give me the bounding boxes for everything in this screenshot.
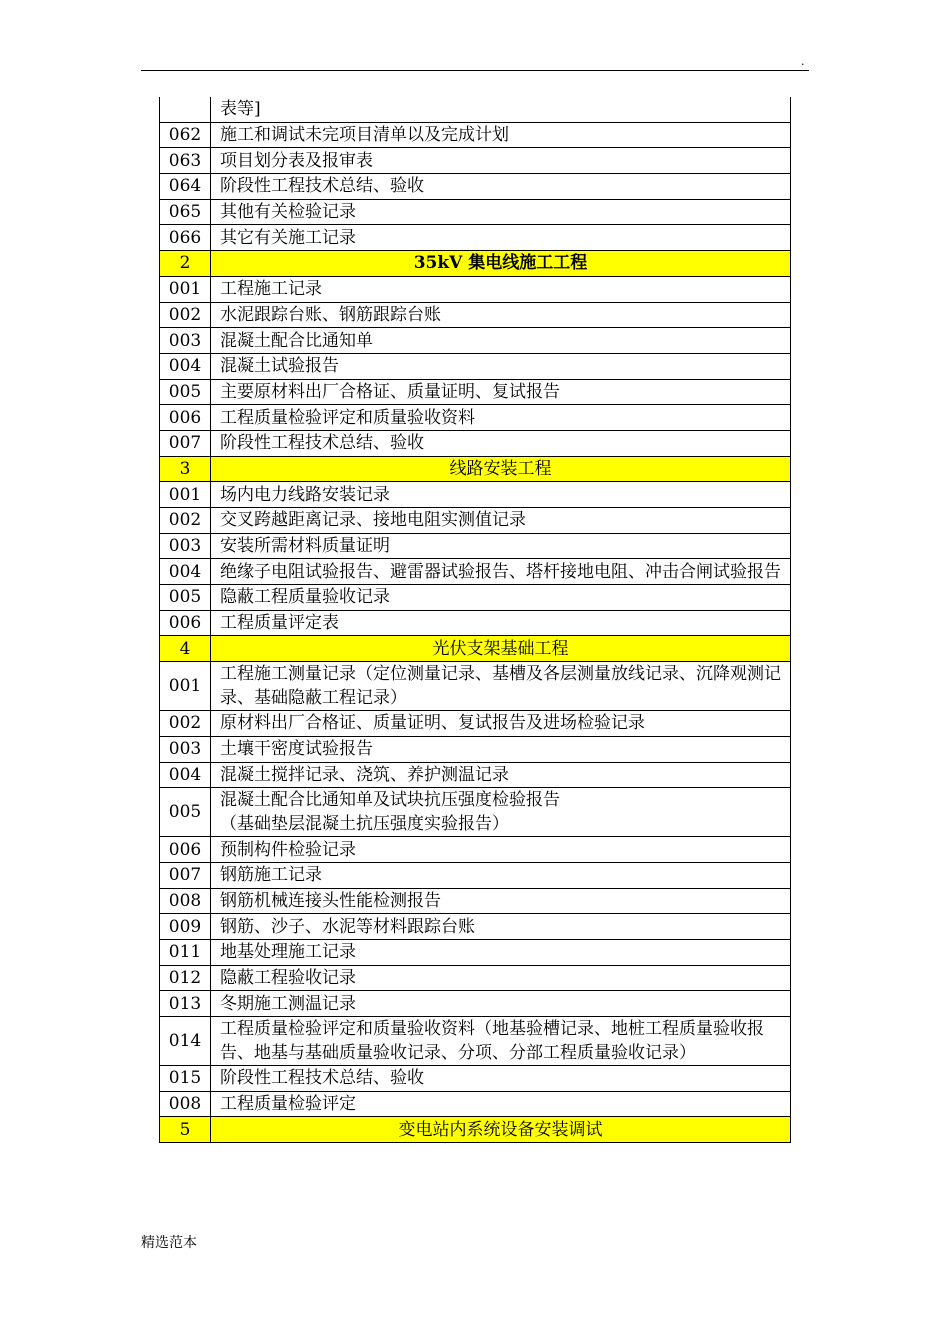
item-description: 安装所需材料质量证明 — [211, 533, 791, 559]
table-row — [160, 736, 791, 762]
table-row — [160, 174, 791, 200]
item-code: 001 — [160, 276, 211, 302]
table-row — [160, 482, 791, 508]
section-row — [160, 636, 791, 662]
table-row — [160, 276, 791, 302]
item-code: 013 — [160, 991, 211, 1017]
table-row — [160, 122, 791, 148]
item-description: 阶段性工程技术总结、验收 — [211, 174, 791, 200]
item-description: 场内电力线路安装记录 — [211, 482, 791, 508]
item-code: 004 — [160, 559, 211, 585]
item-description-line: 混凝土配合比通知单及试块抗压强度检验报告 — [220, 790, 560, 811]
item-code: 065 — [160, 199, 211, 225]
section-row — [160, 456, 791, 482]
records-table — [159, 97, 791, 1143]
item-code: 005 — [160, 585, 211, 611]
item-code: 009 — [160, 914, 211, 940]
item-code: 003 — [160, 533, 211, 559]
item-code: 014 — [160, 1017, 211, 1066]
header-rule — [141, 70, 809, 71]
section-number: 2 — [160, 251, 211, 277]
item-description: 地基处理施工记录 — [211, 939, 791, 965]
item-description — [211, 788, 791, 837]
item-code: 003 — [160, 328, 211, 354]
item-description: 混凝土搅拌记录、浇筑、养护测温记录 — [211, 762, 791, 788]
item-description: 原材料出厂合格证、质量证明、复试报告及进场检验记录 — [211, 711, 791, 737]
item-description: 阶段性工程技术总结、验收 — [211, 1066, 791, 1092]
item-description: 土壤干密度试验报告 — [211, 736, 791, 762]
item-code: 003 — [160, 736, 211, 762]
item-code: 012 — [160, 965, 211, 991]
item-code: 066 — [160, 225, 211, 251]
table-row — [160, 965, 791, 991]
item-description: 工程质量检验评定和质量验收资料 — [211, 405, 791, 431]
item-description: 混凝土配合比通知单 — [211, 328, 791, 354]
item-code: 001 — [160, 662, 211, 711]
table-row — [160, 862, 791, 888]
table-row — [160, 508, 791, 534]
item-description: 阶段性工程技术总结、验收 — [211, 430, 791, 456]
table-row — [160, 353, 791, 379]
table-row — [160, 199, 791, 225]
item-description: 隐蔽工程验收记录 — [211, 965, 791, 991]
table-row — [160, 788, 791, 837]
item-description: 交叉跨越距离记录、接地电阻实测值记录 — [211, 508, 791, 534]
table-row — [160, 559, 791, 585]
item-description: 其他有关检验记录 — [211, 199, 791, 225]
item-description: 项目划分表及报审表 — [211, 148, 791, 174]
item-description: 工程质量检验评定 — [211, 1091, 791, 1117]
table-row — [160, 97, 791, 122]
item-code: 004 — [160, 353, 211, 379]
item-description: 其它有关施工记录 — [211, 225, 791, 251]
item-description: 工程施工测量记录（定位测量记录、基槽及各层测量放线记录、沉降观测记录、基础隐蔽工程记录） — [211, 662, 791, 711]
item-description: 施工和调试未完项目清单以及完成计划 — [211, 122, 791, 148]
table-row — [160, 328, 791, 354]
item-description: 冬期施工测温记录 — [211, 991, 791, 1017]
item-code: 005 — [160, 788, 211, 837]
table-row — [160, 1066, 791, 1092]
section-number: 5 — [160, 1117, 211, 1143]
records-table-body — [160, 97, 791, 1143]
item-code: 064 — [160, 174, 211, 200]
table-row — [160, 302, 791, 328]
item-code: 002 — [160, 711, 211, 737]
item-code: 006 — [160, 405, 211, 431]
footer-text: 精选范本 — [141, 1235, 197, 1251]
table-row — [160, 533, 791, 559]
table-row — [160, 610, 791, 636]
table-row — [160, 148, 791, 174]
item-code: 006 — [160, 610, 211, 636]
item-code: 002 — [160, 508, 211, 534]
item-description: 工程质量检验评定和质量验收资料（地基验槽记录、地桩工程质量验收报告、地基与基础质量验收记录、分项、分部工程质量验收记录） — [211, 1017, 791, 1066]
header-mark: . — [801, 55, 805, 68]
section-number: 4 — [160, 636, 211, 662]
item-code — [160, 97, 211, 122]
section-number: 3 — [160, 456, 211, 482]
item-description: 混凝土试验报告 — [211, 353, 791, 379]
item-code: 005 — [160, 379, 211, 405]
item-description: 钢筋、沙子、水泥等材料跟踪台账 — [211, 914, 791, 940]
item-code: 007 — [160, 430, 211, 456]
section-title: 光伏支架基础工程 — [211, 636, 791, 662]
item-code: 001 — [160, 482, 211, 508]
item-code: 004 — [160, 762, 211, 788]
item-description: 水泥跟踪台账、钢筋跟踪台账 — [211, 302, 791, 328]
item-code: 015 — [160, 1066, 211, 1092]
item-code: 062 — [160, 122, 211, 148]
item-code: 007 — [160, 862, 211, 888]
table-row — [160, 939, 791, 965]
table-row — [160, 914, 791, 940]
item-code: 008 — [160, 1091, 211, 1117]
section-row — [160, 1117, 791, 1143]
item-description: 绝缘子电阻试验报告、避雷器试验报告、塔杆接地电阻、冲击合闸试验报告 — [211, 559, 791, 585]
item-description: 隐蔽工程质量验收记录 — [211, 585, 791, 611]
item-description: 预制构件检验记录 — [211, 837, 791, 863]
table-row — [160, 1017, 791, 1066]
table-row — [160, 762, 791, 788]
section-title: 线路安装工程 — [211, 456, 791, 482]
item-code: 063 — [160, 148, 211, 174]
item-description: 主要原材料出厂合格证、质量证明、复试报告 — [211, 379, 791, 405]
item-description-line: （基础垫层混凝土抗压强度实验报告） — [220, 814, 509, 835]
item-code: 002 — [160, 302, 211, 328]
table-row — [160, 405, 791, 431]
section-row — [160, 251, 791, 277]
item-description: 钢筋施工记录 — [211, 862, 791, 888]
table-row — [160, 837, 791, 863]
item-code: 011 — [160, 939, 211, 965]
table-row — [160, 991, 791, 1017]
item-description: 表等] — [211, 97, 791, 122]
table-row — [160, 1091, 791, 1117]
item-description: 工程质量评定表 — [211, 610, 791, 636]
item-description: 钢筋机械连接头性能检测报告 — [211, 888, 791, 914]
table-row — [160, 225, 791, 251]
item-description: 工程施工记录 — [211, 276, 791, 302]
section-title: 变电站内系统设备安装调试 — [211, 1117, 791, 1143]
table-row — [160, 711, 791, 737]
table-row — [160, 379, 791, 405]
section-title: 35kV 集电线施工工程 — [211, 251, 791, 277]
item-code: 008 — [160, 888, 211, 914]
item-code: 006 — [160, 837, 211, 863]
table-row — [160, 888, 791, 914]
table-row — [160, 430, 791, 456]
table-row — [160, 585, 791, 611]
table-row — [160, 662, 791, 711]
